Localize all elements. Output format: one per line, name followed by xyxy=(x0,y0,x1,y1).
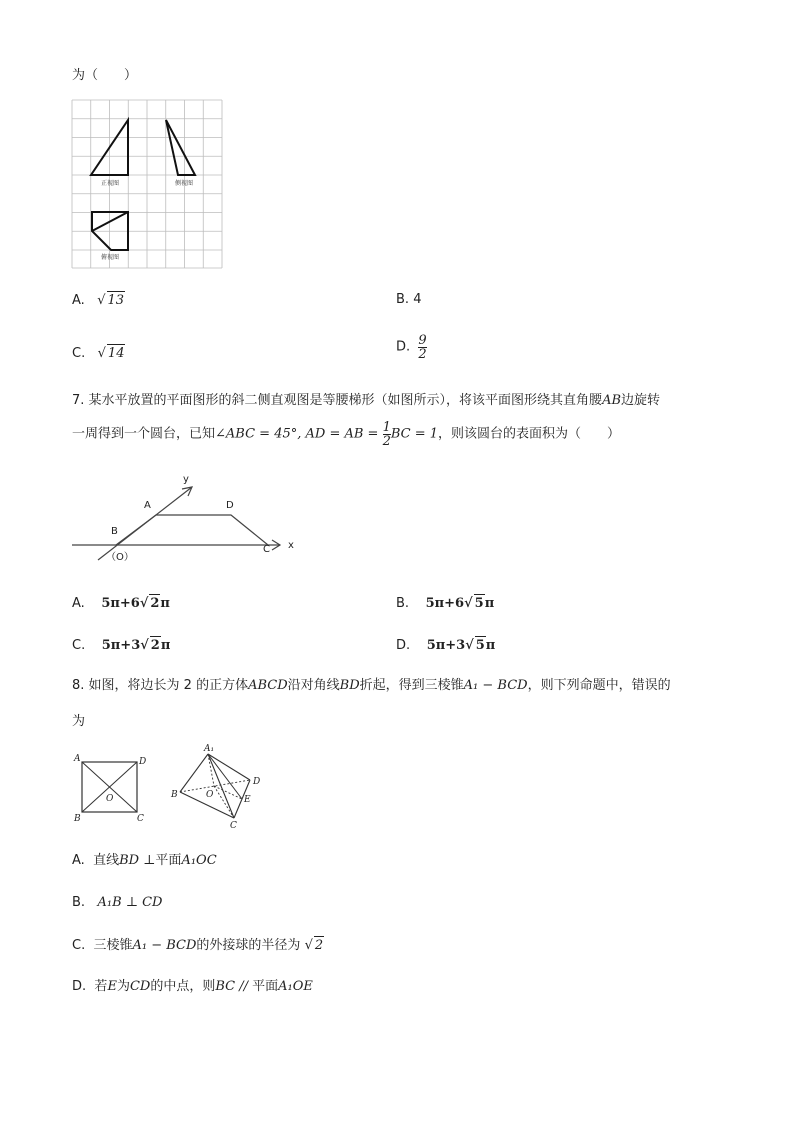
label-o: （O） xyxy=(106,552,134,563)
q8-line1: 8. 如图，将边长为 2 的正方体ABCD沿对角线BD折起，得到三棱锥A₁ − BCD，则下列命题中，错误的 xyxy=(72,678,671,693)
q7-option-a: A. 5π+6√ 2π xyxy=(72,596,170,611)
q6-question-tail: 为（ ） xyxy=(72,68,138,83)
q8-option-a: A. 直线BD ⊥平面A₁OC xyxy=(72,853,217,868)
side-view-label: 侧视图 xyxy=(174,180,194,187)
q6-option-b: B. 4 xyxy=(396,292,422,307)
label-d: D xyxy=(226,500,234,511)
q7-line1: 7. 某水平放置的平面图形的斜二侧直观图是等腰梯形（如图所示），将该平面图形绕其直角腰AB边旋转 xyxy=(72,393,661,408)
sq-label-o: O xyxy=(106,794,114,804)
q7-line2: 一周得到一个圆台，已知∠ABC = 45°, AD = AB = $\frac{1}{2}$ BC = 1，则该圆台的表面积为（ ） xyxy=(72,420,621,449)
q8-option-b: B. A₁B ⊥ CD xyxy=(72,895,163,910)
square-figure xyxy=(70,752,152,827)
label-a: A xyxy=(144,500,151,511)
side-view-triangle xyxy=(166,120,195,175)
sq-label-c: C xyxy=(137,814,144,824)
label-c: C xyxy=(263,544,270,555)
top-view-label: 俯视图 xyxy=(100,254,120,261)
q6-option-d: D. $\frac{9}{2}$ xyxy=(396,333,427,362)
tet-label-e: E xyxy=(244,795,251,805)
q8-line2: 为 xyxy=(72,714,86,729)
trapezoid-outline xyxy=(116,515,268,545)
q7-option-c: C. 5π+3√ 2π xyxy=(72,638,171,653)
sq-label-a: A xyxy=(74,754,81,764)
tet-label-a1: A₁ xyxy=(204,744,215,754)
tet-label-c: C xyxy=(230,821,237,831)
q7-option-d: D. 5π+3√ 5π xyxy=(396,638,496,653)
tet-label-b: B xyxy=(171,790,178,800)
tetrahedron-figure xyxy=(168,742,268,832)
fraction-nine-halves: $\frac{9}{2}$ xyxy=(418,333,427,362)
three-view-figure xyxy=(70,98,225,270)
trapezoid-figure xyxy=(70,468,310,568)
label-y: y xyxy=(183,474,189,485)
front-view-label: 正视图 xyxy=(100,180,120,187)
grid-lines xyxy=(72,100,222,268)
q6-option-c: C. √ 14 xyxy=(72,346,125,361)
q7-option-b: B. 5π+6√ 5π xyxy=(396,596,495,611)
label-b: B xyxy=(111,526,118,537)
sq-label-d: D xyxy=(139,757,147,767)
q6-option-a: A. √ 13 xyxy=(72,293,125,308)
q8-option-d: D. 若E为CD的中点，则BC // 平面A₁OE xyxy=(72,979,313,994)
tet-label-o: O xyxy=(206,790,214,800)
sq-label-b: B xyxy=(74,814,81,824)
fraction-one-half: $\frac{1}{2}$ xyxy=(382,420,391,449)
q8-option-c: C. 三棱锥A₁ − BCD的外接球的半径为 √ 2 xyxy=(72,938,324,953)
label-x: x xyxy=(288,540,294,551)
tet-label-d: D xyxy=(253,777,261,787)
